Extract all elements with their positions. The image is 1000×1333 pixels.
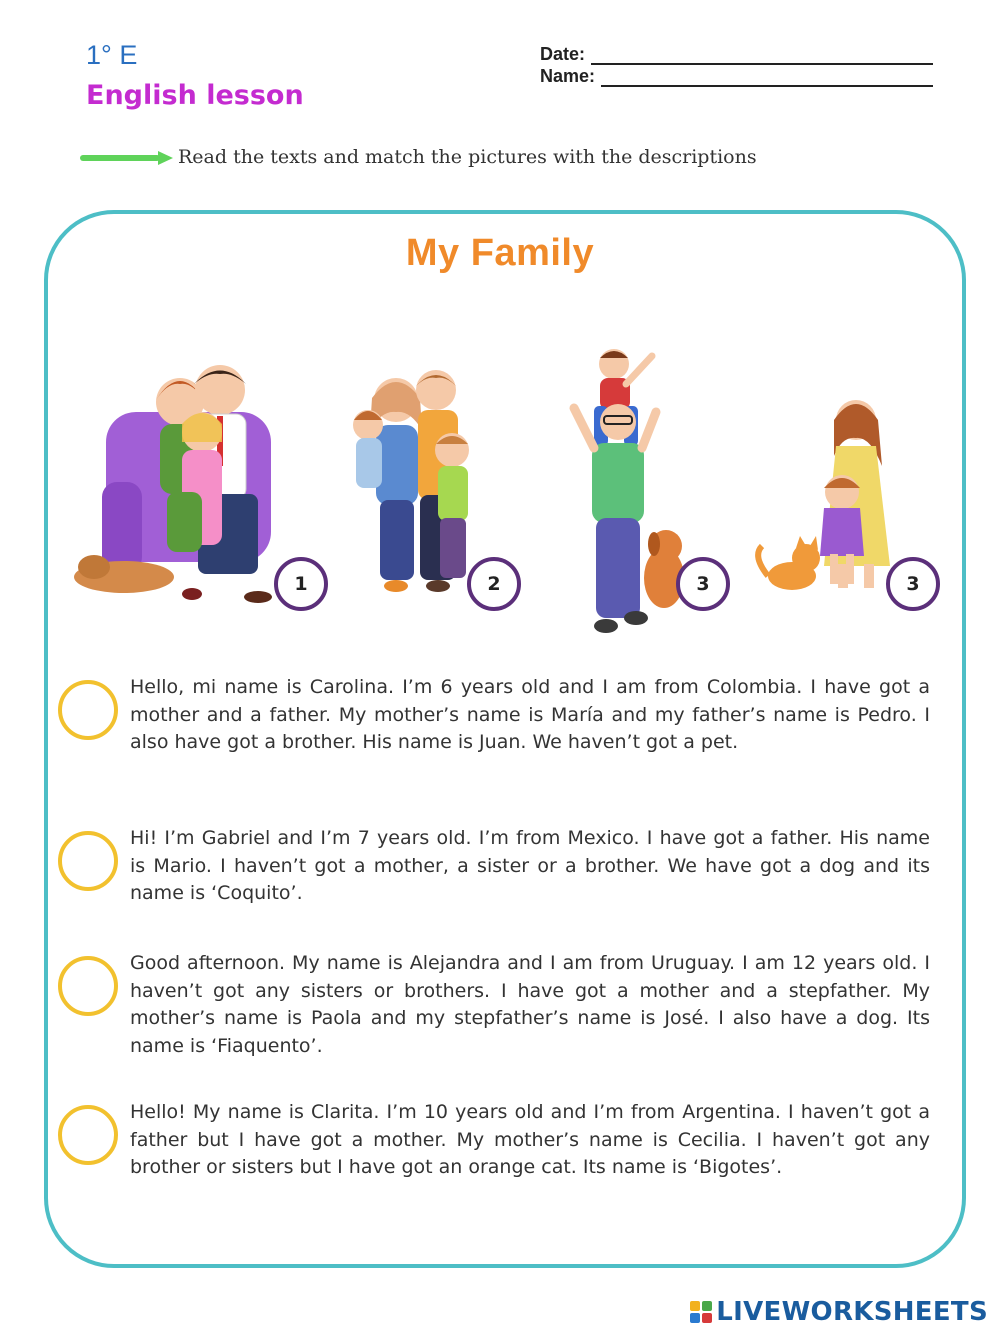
instruction-text: Read the texts and match the pictures with the descriptions [178, 146, 757, 168]
liveworksheets-logo [690, 1297, 988, 1327]
name-field [540, 66, 933, 87]
lesson-title: English lesson [86, 80, 304, 111]
description-item [56, 674, 936, 786]
description-item [56, 825, 936, 909]
description-text: Hello, mi name is Carolina. I’m 6 years old and I am from Colombia. I have got a mother and a father. My mother’s name is María and my father’s name is Pedro. I also have got a brother. His name is Juan. We haven’t got a pet. [130, 676, 930, 753]
date-line[interactable] [591, 47, 933, 65]
description-item [56, 950, 936, 1062]
description-item [56, 1099, 936, 1183]
picture-number-badge: 1 [274, 557, 328, 611]
family-of-four-illustration [340, 370, 490, 602]
name-label: Name: [540, 66, 596, 86]
picture-number-badge: 3 [676, 557, 730, 611]
family-on-sofa-illustration [72, 362, 297, 607]
father-with-child-and-dog-illustration [566, 348, 696, 638]
description-text: Good afternoon. My name is Alejandra and I am from Uruguay. I am 12 years old. I haven’t got any sisters or brothers. I have got a mother and a stepfather. My mother’s name is Paola and my stepfather’s name is José. I also have a dog. Its name is ‘Fiaquento’. [130, 952, 930, 1057]
date-label: Date: [540, 44, 586, 64]
panel-title: My Family [405, 232, 595, 274]
picture-number-badge: 2 [467, 557, 521, 611]
green-arrow-icon [78, 150, 174, 166]
match-answer-circle[interactable] [58, 831, 118, 891]
match-answer-circle[interactable] [58, 956, 118, 1016]
liveworksheets-mark-icon [690, 1301, 712, 1323]
name-line[interactable] [601, 69, 933, 87]
picture-number-badge: 3 [886, 557, 940, 611]
liveworksheets-brand-text: LIVEWORKSHEETS [716, 1297, 988, 1327]
mother-with-girl-and-cat-illustration [752, 396, 912, 600]
description-text: Hi! I’m Gabriel and I’m 7 years old. I’m from Mexico. I have got a father. His name is Mario. I haven’t got a mother, a sister or a brother. We have got a dog and its name is ‘Coquito’. [130, 827, 930, 904]
class-code: 1° E [86, 40, 138, 70]
date-field [540, 44, 933, 65]
description-text: Hello! My name is Clarita. I’m 10 years old and I’m from Argentina. I haven’t got a father but I have got a mother. My mother’s name is Cecilia. I haven’t got any brother or sisters but I have got an orange cat. Its name is ‘Bigotes’. [130, 1101, 930, 1178]
match-answer-circle[interactable] [58, 680, 118, 740]
match-answer-circle[interactable] [58, 1105, 118, 1165]
